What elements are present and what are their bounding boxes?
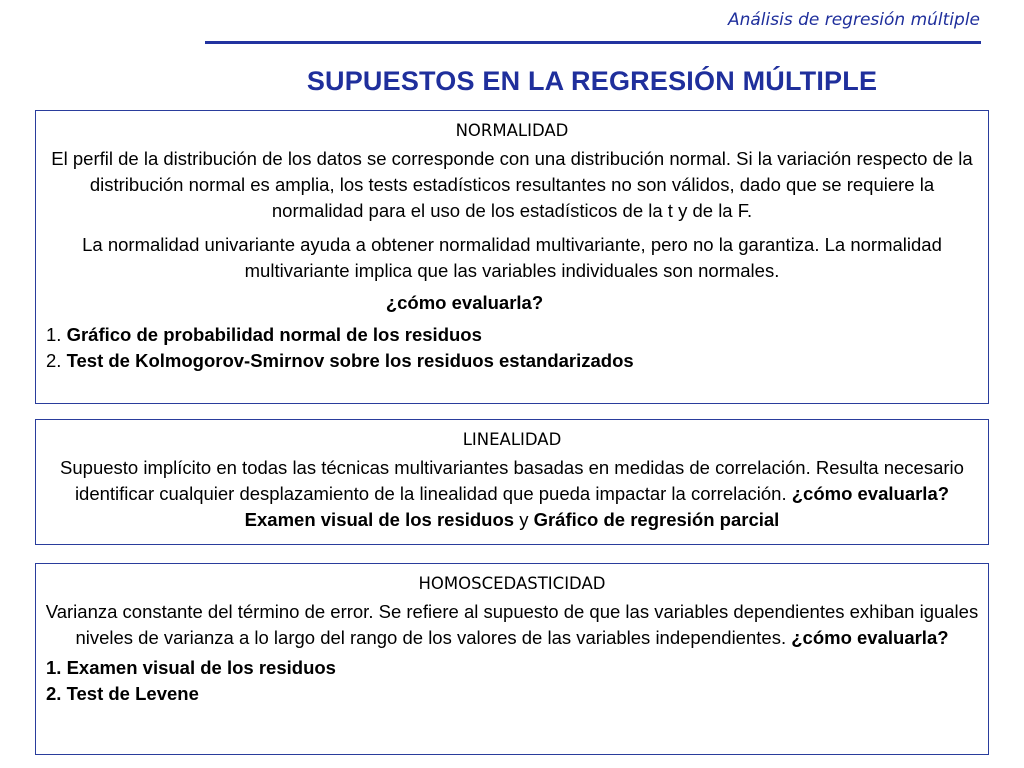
- list-item: 2. Test de Levene: [46, 683, 199, 704]
- homoscedasticidad-paragraph: [42, 599, 982, 651]
- normalidad-paragraph-1: El perfil de la distribución de los datos se corresponde con una distribución normal. Si la variación respecto de la distribución normal es amplia, los tests estadísticos resultantes no son válidos, dado que se requiere la normalidad para el uso de los estadísticos de la t y de la F.: [51, 148, 973, 221]
- normalidad-heading: NORMALIDAD: [455, 121, 569, 140]
- homoscedasticidad-question: ¿cómo evaluarla?: [791, 627, 949, 648]
- normalidad-question: ¿cómo evaluarla?: [385, 292, 544, 313]
- header-rule: [205, 41, 981, 44]
- homoscedasticidad-text: Varianza constante del término de error. Se refiere al supuesto de que las variables dependientes exhiban iguales niveles de varianza a lo largo del rango de los valores de las variables independientes.: [45, 601, 979, 648]
- list-item-text: Test de Kolmogorov-Smirnov sobre los residuos estandarizados: [66, 350, 634, 371]
- homoscedasticidad-section: [35, 563, 989, 755]
- list-item: [46, 348, 982, 374]
- linealidad-method-2: Gráfico de regresión parcial: [533, 509, 780, 530]
- homoscedasticidad-heading: HOMOSCEDASTICIDAD: [418, 574, 606, 593]
- list-item: 1. Examen visual de los residuos: [46, 657, 336, 678]
- linealidad-section: [35, 419, 989, 545]
- document-header-label: Análisis de regresión múltiple: [727, 10, 980, 30]
- list-item-text: Gráfico de probabilidad normal de los residuos: [66, 324, 482, 345]
- homoscedasticidad-method-list: [42, 655, 982, 707]
- linealidad-text: Supuesto implícito en todas las técnicas multivariantes basadas en medidas de correlación. Resulta necesario identificar cualquier desplazamiento de la linealidad que pueda impactar la correlación.: [60, 457, 964, 504]
- normalidad-section: [35, 110, 989, 404]
- normalidad-method-list: [42, 322, 982, 374]
- linealidad-question: ¿cómo evaluarla? Examen visual de los residuos: [244, 483, 950, 530]
- linealidad-connector: y: [514, 509, 534, 530]
- list-item-number: 1.: [46, 324, 67, 345]
- page-title: SUPUESTOS EN LA REGRESIÓN MÚLTIPLE: [306, 66, 878, 96]
- list-item-number: 2.: [46, 350, 67, 371]
- normalidad-paragraph-2: La normalidad univariante ayuda a obtener normalidad multivariante, pero no la garantiza. La normalidad multivariante implica que las variables individuales son normales.: [82, 234, 942, 281]
- list-item: [46, 322, 982, 348]
- linealidad-heading: LINEALIDAD: [462, 430, 562, 449]
- linealidad-paragraph: [42, 455, 982, 533]
